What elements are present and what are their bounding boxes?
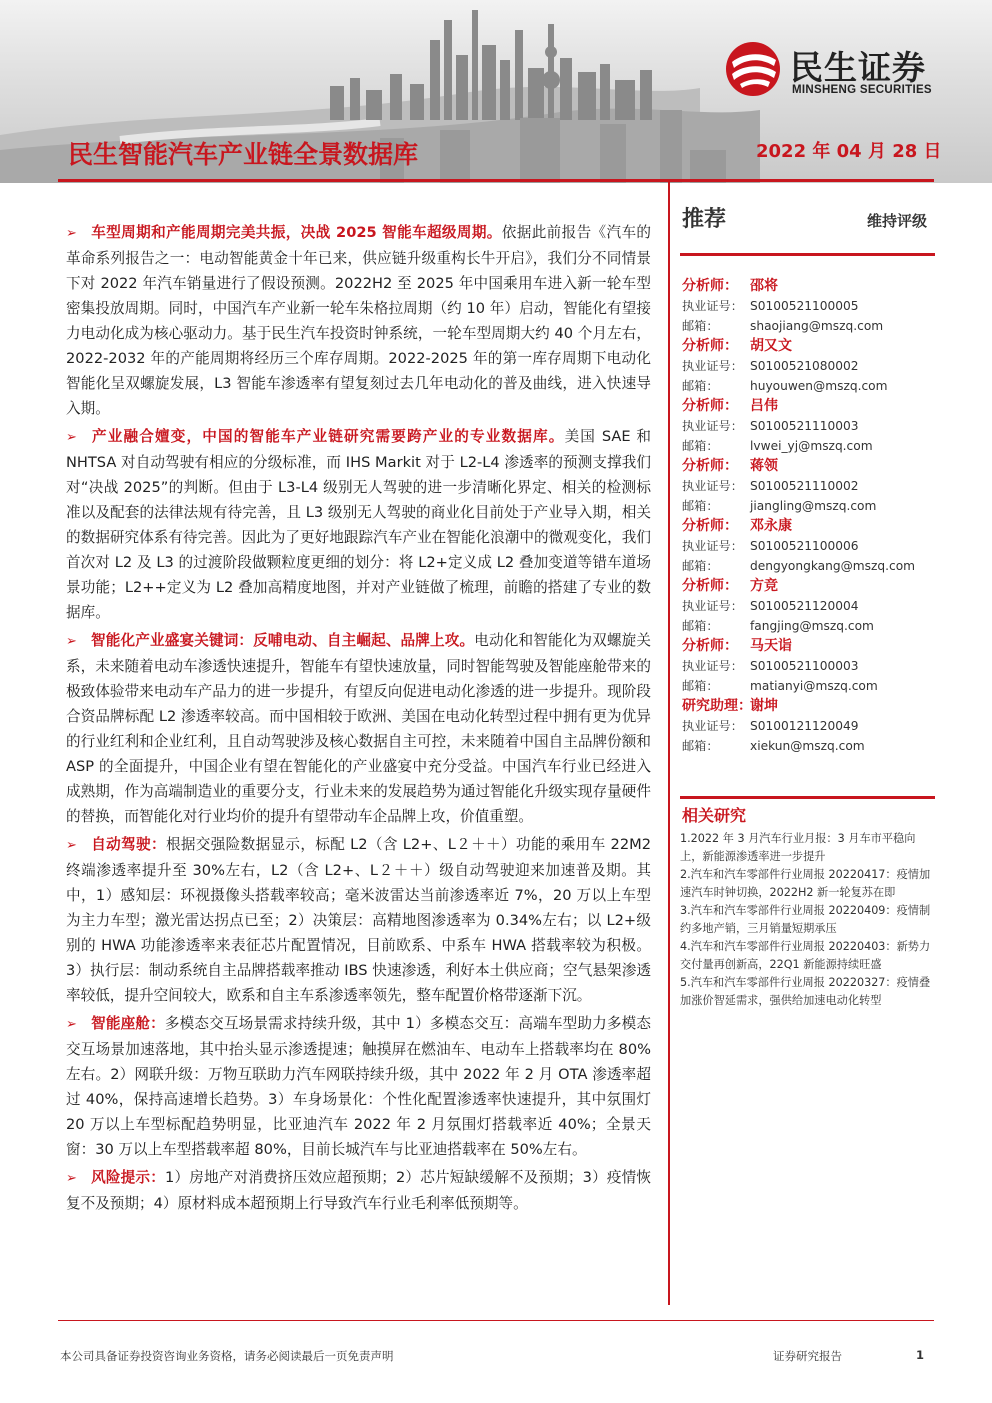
paragraph-text: 1）房地产对消费挤压效应超预期；2）芯片短缺缓解不及预期；3）疫情恢复不及预期；4）原材料成本超预期上行导致汽车行业毛利率低预期等。 <box>66 1169 651 1212</box>
analyst-card <box>680 576 935 636</box>
bullet-marker-icon: ➢ <box>66 838 77 853</box>
email-label: 邮箱： <box>682 559 719 573</box>
minsheng-logo <box>722 40 972 100</box>
analyst-name: 谢坤 <box>750 698 778 714</box>
cert-number: S0100521100003 <box>750 659 859 673</box>
cert-number: S0100521100006 <box>750 539 859 553</box>
analyst-card <box>680 636 935 696</box>
cert-number: S0100521110003 <box>750 419 859 433</box>
related-item[interactable]: 1.2022 年 3 月汽车行业月报：3 月车市平稳向上，新能源渗透率进一步提升 <box>680 832 916 863</box>
bullet-marker-icon: ➢ <box>66 1017 77 1032</box>
cert-label: 执业证号： <box>682 479 743 493</box>
bullet-marker-icon: ➢ <box>66 634 77 649</box>
analyst-email[interactable]: huyouwen@mszq.com <box>750 379 888 393</box>
cert-label: 执业证号： <box>682 659 743 673</box>
paragraph-lead: 车型周期和产能周期完美共振，决战 2025 智能车超级周期。 <box>90 224 502 241</box>
sidebar <box>680 196 935 1007</box>
paragraph-lead: 产业融合嬗变，中国的智能车产业链研究需要跨产业的专业数据库。 <box>90 428 565 445</box>
analyst-role: 分析师： <box>682 278 738 294</box>
email-label: 邮箱： <box>682 619 719 633</box>
brand-name-en: MINSHENG SECURITIES <box>792 84 932 96</box>
minsheng-logo-icon <box>722 40 784 98</box>
paragraph-text: 电动化和智能化为双螺旋关系，未来随着电动车渗透快速提升，智能车有望快速放量，同时智能驾驶及智能座舱带来的极致体验带来电动车产品力的进一步提升，有望反向促进电动化渗透的进一步提升。现阶段合资品牌标配 L2 渗透率较高。而中国相较于欧洲、美国在电动化转型过程中拥有更为优异的行业红利和企业红利，且自动驾驶涉及核心数据自主可控，未来随着中国自主品牌份额和 ASP 的全面提升，中国企业有望在智能化的产业盛宴中充分受益。中国汽车行业已经进入成熟期，作为高端制造业的重要分支，行业未来的发展趋势为通过智能化升级实现存量硬件的替换，而智能化对行业均价的提升有望带动车企品牌上攻，价值重塑。 <box>66 632 651 825</box>
related-item[interactable]: 3.汽车和汽车零部件行业周报 20220409：疫情制约多地产销，三月销量短期承压 <box>680 904 931 935</box>
cert-number: S0100121120049 <box>750 719 859 733</box>
cert-number: S0100521110002 <box>750 479 859 493</box>
cert-number: S0100521120004 <box>750 599 859 613</box>
summary-paragraph <box>66 628 651 829</box>
analyst-role: 研究助理： <box>682 698 752 714</box>
email-label: 邮箱： <box>682 319 719 333</box>
related-research-title: 相关研究 <box>682 806 747 825</box>
summary-paragraph <box>66 424 651 625</box>
paragraph-text: 多模态交互场景需求持续升级，其中 1）多模态交互：高端车型助力多模态交互场景加速落地，其中抬头显示渗透提速；触摸屏在燃油车、电动车上搭载率均在 80%左右。2）网联升级：万物互联助力汽车网联持续升级，其中 2022 年 2 月 OTA 渗透率超过 40%，保持高速增长趋势。3）车身场景化：个性化配置渗透率快速提升，其中氛围灯 20 万以上车型标配趋势明显，比亚迪汽车 2022 年 2 月氛围灯搭载率近 40%；全景天窗：30 万以上车型搭载率超 80%，目前长城汽车与比亚迪搭载率在 50%左右。 <box>66 1015 651 1158</box>
brand-name-cn: 民生证券 <box>790 48 926 87</box>
paragraph-text: 依据此前报告《汽车的革命系列报告之一：电动智能黄金十年已来，供应链升级重构长牛开启》，我们分不同情景下对 2022 年汽车销量进行了假设预测。2022H2 至 2025 年中国乘用车进入新一轮车型密集投放周期。同时，中国汽车产业新一轮车朱格拉周期（约 10 年）启动，智能化有望接力电动化成为核心驱动力。基于民生汽车投资时钟系统，一轮车型周期大约 40 个月左右，2022-2032 年的产能周期将经历三个库存周期。2022-2025 年的第一库存周期下电动化智能化呈双螺旋发展，L3 智能车渗透率有望复刻过去几年电动化的普及曲线，进入快速导入期。 <box>66 224 651 417</box>
bullet-marker-icon: ➢ <box>66 1171 77 1186</box>
analyst-role: 分析师： <box>682 398 738 414</box>
page-number: 1 <box>916 1348 925 1362</box>
related-item[interactable]: 5.汽车和汽车零部件行业周报 20220327：疫情叠加涨价智延需求，强供给加速电动化转型 <box>680 976 931 1007</box>
analyst-name: 邓永康 <box>750 518 792 534</box>
analyst-email[interactable]: lvwei_yj@mszq.com <box>750 439 873 453</box>
analyst-name: 蒋领 <box>750 458 778 474</box>
cert-label: 执业证号： <box>682 299 743 313</box>
related-item[interactable]: 2.汽车和汽车零部件行业周报 20220417：疫情加速汽车时钟切换，2022H2 新一轮复苏在即 <box>680 868 931 899</box>
analyst-name: 方竞 <box>750 578 778 594</box>
cert-label: 执业证号： <box>682 599 743 613</box>
email-label: 邮箱： <box>682 679 719 693</box>
footer-report-type: 证券研究报告 <box>773 1349 842 1363</box>
footer-disclaimer: 本公司具备证券投资咨询业务资格，请务必阅读最后一页免责声明 <box>60 1349 394 1363</box>
analyst-role: 分析师： <box>682 458 738 474</box>
summary-paragraph <box>66 832 651 1008</box>
paragraph-lead: 智能座舱： <box>90 1015 165 1032</box>
analyst-role: 分析师： <box>682 338 738 354</box>
analyst-email[interactable]: jiangling@mszq.com <box>750 499 877 513</box>
email-label: 邮箱： <box>682 739 719 753</box>
cert-number: S0100521100005 <box>750 299 859 313</box>
analyst-role: 分析师： <box>682 518 738 534</box>
analyst-role: 分析师： <box>682 578 738 594</box>
analyst-card <box>680 276 935 336</box>
analyst-role: 分析师： <box>682 638 738 654</box>
rating-block <box>680 196 935 246</box>
analyst-card <box>680 456 935 516</box>
analyst-name: 吕伟 <box>750 398 778 414</box>
report-title: 民生智能汽车产业链全景数据库 <box>68 140 419 169</box>
header-banner <box>0 0 992 183</box>
analyst-email[interactable]: matianyi@mszq.com <box>750 679 878 693</box>
related-research-list <box>680 830 932 1010</box>
analyst-email[interactable]: dengyongkang@mszq.com <box>750 559 916 573</box>
summary-paragraph <box>66 1011 651 1162</box>
rating-note: 维持评级 <box>866 212 927 230</box>
email-label: 邮箱： <box>682 379 719 393</box>
analyst-card <box>680 696 935 756</box>
cert-number: S0100521080002 <box>750 359 859 373</box>
paragraph-text: 美国 SAE 和 NHTSA 对自动驾驶有相应的分级标准，而 IHS Markit 对于 L2-L4 渗透率的预测支撑我们对“决战 2025”的判断。但由于 L3-L4 级别无人驾驶的进一步清晰化界定、相关的检测标准以及配套的法律法规有待完善，且 L3 级别无人驾驶的商业化目前处于产业导入期，相关的数据研究体系有待完善。因此为了更好地跟踪汽车产业在智能化浪潮中的微观变化，我们首次对 L2 及 L3 的过渡阶段做颗粒度更细的划分：将 L2+定义成 L2 叠加变道等错车道场景功能；L2++定义为 L2 叠加高精度地图，并对产业链做了梳理，前瞻的搭建了专业的数据库。 <box>66 428 651 621</box>
sidebar-divider <box>680 253 935 256</box>
analyst-email[interactable]: shaojiang@mszq.com <box>750 319 884 333</box>
summary-paragraph <box>66 220 651 421</box>
analyst-name: 胡又文 <box>750 338 792 354</box>
email-label: 邮箱： <box>682 439 719 453</box>
analyst-email[interactable]: fangjing@mszq.com <box>750 619 874 633</box>
analyst-email[interactable]: xiekun@mszq.com <box>750 739 865 753</box>
cert-label: 执业证号： <box>682 539 743 553</box>
analyst-card <box>680 336 935 396</box>
analyst-card <box>680 516 935 576</box>
rating-label: 推荐 <box>682 207 727 232</box>
paragraph-lead: 风险提示： <box>90 1169 165 1186</box>
cert-label: 执业证号： <box>682 419 743 433</box>
bullet-marker-icon: ➢ <box>66 226 77 241</box>
analyst-name: 马天诣 <box>750 638 792 654</box>
paragraph-lead: 智能化产业盛宴关键词：反哺电动、自主崛起、品牌上攻。 <box>90 632 475 649</box>
related-item[interactable]: 4.汽车和汽车零部件行业周报 20220403：新势力交付量再创新高，22Q1 新能源持续旺盛 <box>680 940 931 971</box>
email-label: 邮箱： <box>682 499 719 513</box>
related-divider <box>680 796 935 799</box>
paragraph-lead: 自动驾驶： <box>90 836 166 853</box>
report-summary <box>66 220 651 1219</box>
bullet-marker-icon: ➢ <box>66 430 77 445</box>
summary-paragraph <box>66 1165 651 1216</box>
paragraph-text: 根据交强险数据显示，标配 L2（含 L2+、L２＋＋）功能的乘用车 22M2 终端渗透率提升至 30%左右，L2（含 L2+、L２＋＋）级自动驾驶迎来加速普及期。其中，1）感知层：环视摄像头搭载率较高；毫米波雷达当前渗透率近 7%，20 万以上车型为主力车型；激光雷达拐点已至；2）决策层：高精地图渗透率为 0.34%左右；以 L2+级别的 HWA 功能渗透率来表征芯片配置情况，目前欧系、中系车 HWA 搭载率较为积极。3）执行层：制动系统自主品牌搭载率推动 IBS 快速渗透，利好本土供应商；空气悬架渗透率较低，提升空间较大，欧系和自主车系渗透率领先，整车配置价格带逐渐下沉。 <box>66 836 651 1004</box>
cert-label: 执业证号： <box>682 359 743 373</box>
footer-divider <box>58 1320 934 1321</box>
analyst-card <box>680 396 935 456</box>
cert-label: 执业证号： <box>682 719 743 733</box>
analyst-list <box>680 276 935 756</box>
report-date: 2022 年 04 月 28 日 <box>756 141 942 162</box>
analyst-name: 邵将 <box>750 278 778 294</box>
header-divider <box>58 179 934 182</box>
column-divider <box>668 182 670 1305</box>
